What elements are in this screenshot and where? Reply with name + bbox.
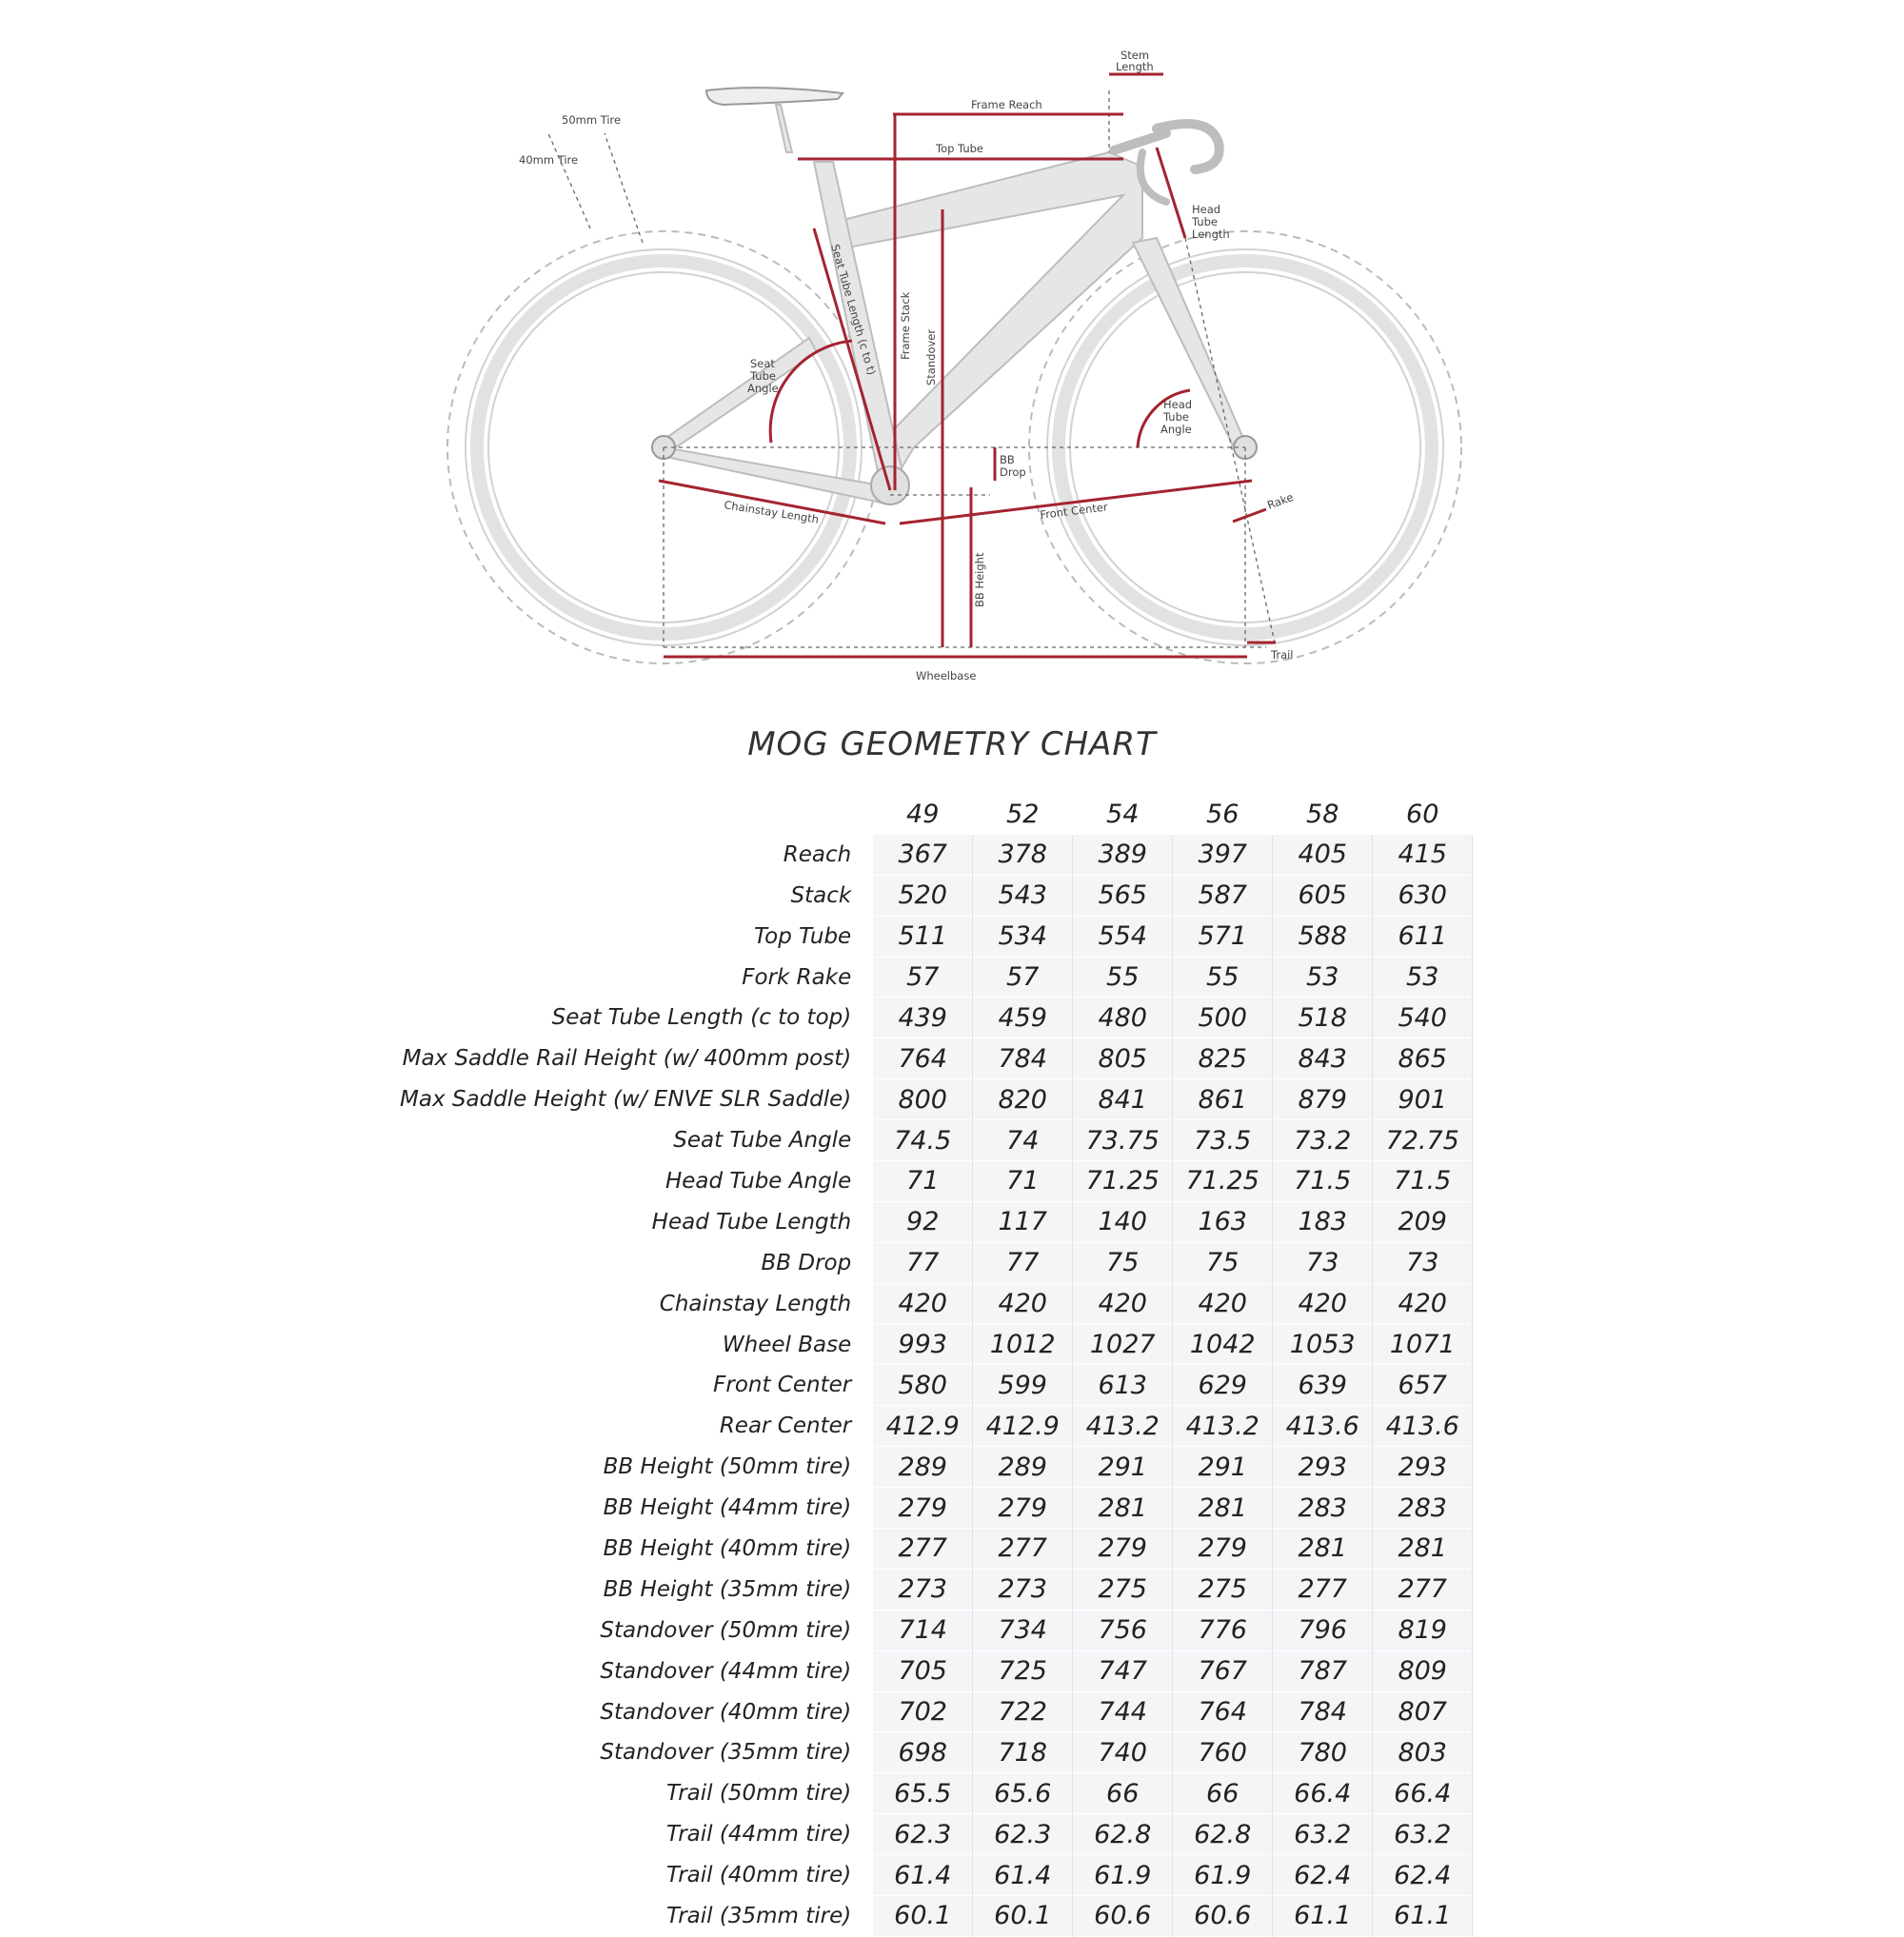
table-cell: 277 — [1273, 1569, 1373, 1610]
label-50mm-tire: 50mm Tire — [562, 113, 622, 127]
table-cell: 57 — [873, 957, 973, 998]
table-cell: 293 — [1373, 1447, 1473, 1488]
table-cell: 71.5 — [1373, 1161, 1473, 1202]
table-cell: 73 — [1373, 1242, 1473, 1283]
table-cell: 65.6 — [973, 1773, 1073, 1814]
table-cell: 819 — [1373, 1610, 1473, 1650]
table-cell: 60.1 — [873, 1896, 973, 1937]
table-cell: 796 — [1273, 1610, 1373, 1650]
table-row — [400, 1201, 1473, 1242]
table-cell: 861 — [1173, 1079, 1273, 1120]
table-row — [400, 1406, 1473, 1447]
table-cell: 605 — [1273, 875, 1373, 916]
label-frame-stack: Frame Stack — [899, 291, 912, 360]
table-row — [400, 1773, 1473, 1814]
table-cell: 767 — [1173, 1650, 1273, 1691]
label-trail: Trail — [1271, 648, 1294, 662]
table-cell: 53 — [1373, 957, 1473, 998]
table-cell: 62.3 — [873, 1814, 973, 1855]
table-cell: 1053 — [1273, 1324, 1373, 1365]
label-head-tube-angle: Head — [1163, 398, 1193, 411]
table-cell: 756 — [1073, 1610, 1173, 1650]
table-cell: 73.5 — [1173, 1120, 1273, 1161]
label-bb-height: BB Height — [973, 552, 986, 607]
table-cell: 71 — [873, 1161, 973, 1202]
table-cell: 784 — [973, 1038, 1073, 1079]
table-cell: 281 — [1373, 1529, 1473, 1570]
table-cell: 639 — [1273, 1365, 1373, 1406]
saddle — [706, 88, 843, 105]
table-cell: 630 — [1373, 875, 1473, 916]
table-cell: 744 — [1073, 1691, 1173, 1732]
table-cell: 61.9 — [1173, 1855, 1273, 1896]
table-cell: 420 — [873, 1283, 973, 1324]
table-cell: 734 — [973, 1610, 1073, 1650]
table-cell: 291 — [1073, 1447, 1173, 1488]
table-cell: 760 — [1173, 1732, 1273, 1773]
table-cell: 65.5 — [873, 1773, 973, 1814]
table-cell: 714 — [873, 1610, 973, 1650]
table-row — [400, 1569, 1473, 1610]
table-cell: 518 — [1273, 998, 1373, 1038]
table-cell: 1012 — [973, 1324, 1073, 1365]
table-cell: 117 — [973, 1201, 1073, 1242]
label-seat-tube-angle-3: Angle — [747, 382, 779, 395]
table-cell: 273 — [873, 1569, 973, 1610]
table-row — [400, 1120, 1473, 1161]
table-row — [400, 1161, 1473, 1202]
label-40mm-tire: 40mm Tire — [519, 153, 579, 167]
label-front-center: Front Center — [1039, 500, 1109, 522]
table-row — [400, 1855, 1473, 1896]
label-head-tube-angle-3: Angle — [1160, 423, 1192, 436]
table-cell: 1027 — [1073, 1324, 1173, 1365]
table-row — [400, 1242, 1473, 1283]
table-cell: 72.75 — [1373, 1120, 1473, 1161]
table-cell: 805 — [1073, 1038, 1173, 1079]
row-label: Max Saddle Height (w/ ENVE SLR Saddle) — [400, 1087, 852, 1113]
table-cell: 62.8 — [1173, 1814, 1273, 1855]
table-row — [400, 957, 1473, 998]
table-cell: 281 — [1173, 1488, 1273, 1529]
table-cell: 420 — [1373, 1283, 1473, 1324]
row-label: Stack — [790, 882, 852, 908]
size-header: 56 — [1206, 800, 1240, 830]
row-label: Seat Tube Length (c to top) — [551, 1005, 852, 1031]
table-cell: 843 — [1273, 1038, 1373, 1079]
table-cell: 807 — [1373, 1691, 1473, 1732]
table-cell: 62.8 — [1073, 1814, 1173, 1855]
table-cell: 71.25 — [1073, 1161, 1173, 1202]
table-cell: 705 — [873, 1650, 973, 1691]
table-cell: 283 — [1373, 1488, 1473, 1529]
table-cell: 611 — [1373, 916, 1473, 957]
table-cell: 459 — [973, 998, 1073, 1038]
table-cell: 511 — [873, 916, 973, 957]
table-cell: 993 — [873, 1324, 973, 1365]
label-seat-tube-angle-2: Tube — [750, 369, 776, 383]
table-cell: 279 — [973, 1488, 1073, 1529]
label-bb-drop: BB — [1000, 453, 1015, 466]
table-cell: 534 — [973, 916, 1073, 957]
row-label: Reach — [783, 841, 852, 867]
row-label: Trail (50mm tire) — [665, 1781, 852, 1807]
row-label: Head Tube Angle — [664, 1168, 852, 1194]
table-cell: 55 — [1173, 957, 1273, 998]
geometry-table — [400, 795, 1473, 1937]
row-label: BB Drop — [761, 1250, 852, 1275]
table-cell: 413.2 — [1173, 1406, 1273, 1447]
row-label: BB Height (44mm tire) — [603, 1495, 852, 1521]
table-cell: 718 — [973, 1732, 1073, 1773]
table-cell: 61.1 — [1273, 1896, 1373, 1937]
table-row — [400, 875, 1473, 916]
row-label: Standover (40mm tire) — [600, 1699, 852, 1725]
table-row — [400, 1814, 1473, 1855]
table-cell: 71.5 — [1273, 1161, 1373, 1202]
table-cell: 53 — [1273, 957, 1373, 998]
table-cell: 289 — [873, 1447, 973, 1488]
table-cell: 62.4 — [1273, 1855, 1373, 1896]
table-cell: 63.2 — [1273, 1814, 1373, 1855]
header-spacer — [400, 795, 873, 835]
table-row — [400, 1447, 1473, 1488]
row-label: Fork Rake — [742, 964, 852, 990]
bike-geometry-diagram — [0, 0, 1904, 704]
table-cell: 901 — [1373, 1079, 1473, 1120]
table-cell: 784 — [1273, 1691, 1373, 1732]
table-cell: 163 — [1173, 1201, 1273, 1242]
row-label: Rear Center — [719, 1413, 852, 1439]
table-cell: 420 — [973, 1283, 1073, 1324]
row-label: Trail (35mm tire) — [665, 1903, 852, 1928]
table-cell: 77 — [873, 1242, 973, 1283]
table-cell: 275 — [1073, 1569, 1173, 1610]
label-seat-tube-angle: Seat — [750, 357, 775, 370]
table-cell: 787 — [1273, 1650, 1373, 1691]
table-cell: 71.25 — [1173, 1161, 1273, 1202]
size-header: 58 — [1306, 800, 1339, 830]
table-cell: 75 — [1173, 1242, 1273, 1283]
diagram-labels — [519, 49, 1295, 682]
table-row — [400, 1283, 1473, 1324]
table-cell: 865 — [1373, 1038, 1473, 1079]
table-cell: 60.6 — [1073, 1896, 1173, 1937]
table-cell: 55 — [1073, 957, 1173, 998]
label-wheelbase: Wheelbase — [916, 669, 977, 682]
table-cell: 73.2 — [1273, 1120, 1373, 1161]
table-cell: 405 — [1273, 835, 1373, 875]
table-cell: 291 — [1173, 1447, 1273, 1488]
table-cell: 420 — [1173, 1283, 1273, 1324]
table-cell: 825 — [1173, 1038, 1273, 1079]
label-standover: Standover — [924, 328, 938, 385]
label-seat-tube-length: Seat Tube Length (c to t) — [828, 242, 879, 377]
table-cell: 803 — [1373, 1732, 1473, 1773]
table-row — [400, 1610, 1473, 1650]
table-cell: 413.6 — [1273, 1406, 1373, 1447]
row-label: Standover (50mm tire) — [600, 1617, 852, 1643]
label-head-tube-length: Head — [1192, 203, 1221, 216]
table-cell: 281 — [1273, 1529, 1373, 1570]
table-row — [400, 835, 1473, 875]
table-row — [400, 1650, 1473, 1691]
table-cell: 879 — [1273, 1079, 1373, 1120]
table-cell: 60.1 — [973, 1896, 1073, 1937]
table-cell: 722 — [973, 1691, 1073, 1732]
table-cell: 279 — [1073, 1529, 1173, 1570]
row-label: Chainstay Length — [659, 1291, 852, 1316]
table-cell: 63.2 — [1373, 1814, 1473, 1855]
table-row — [400, 1365, 1473, 1406]
table-cell: 540 — [1373, 998, 1473, 1038]
table-cell: 281 — [1073, 1488, 1173, 1529]
label-rake: Rake — [1265, 490, 1296, 512]
row-label: Trail (44mm tire) — [665, 1822, 852, 1848]
table-cell: 776 — [1173, 1610, 1273, 1650]
row-label: Max Saddle Rail Height (w/ 400mm post) — [402, 1046, 852, 1072]
label-top-tube: Top Tube — [936, 142, 984, 155]
row-label: Seat Tube Angle — [673, 1128, 852, 1154]
table-cell: 412.9 — [873, 1406, 973, 1447]
row-label: Trail (40mm tire) — [665, 1863, 852, 1888]
bike-frame — [664, 105, 1247, 504]
table-cell: 543 — [973, 875, 1073, 916]
table-cell: 378 — [973, 835, 1073, 875]
table-cell: 367 — [873, 835, 973, 875]
table-cell: 841 — [1073, 1079, 1173, 1120]
size-header: 54 — [1106, 800, 1140, 830]
table-cell: 62.4 — [1373, 1855, 1473, 1896]
table-cell: 587 — [1173, 875, 1273, 916]
row-label: BB Height (40mm tire) — [603, 1535, 852, 1561]
table-cell: 275 — [1173, 1569, 1273, 1610]
table-row — [400, 916, 1473, 957]
table-cell: 580 — [873, 1365, 973, 1406]
table-cell: 800 — [873, 1079, 973, 1120]
table-cell: 61.9 — [1073, 1855, 1173, 1896]
table-cell: 293 — [1273, 1447, 1373, 1488]
table-cell: 60.6 — [1173, 1896, 1273, 1937]
row-label: BB Height (50mm tire) — [603, 1454, 852, 1480]
table-cell: 74 — [973, 1120, 1073, 1161]
table-cell: 747 — [1073, 1650, 1173, 1691]
table-cell: 740 — [1073, 1732, 1173, 1773]
table-cell: 277 — [973, 1529, 1073, 1570]
table-cell: 413.6 — [1373, 1406, 1473, 1447]
label-stem-length: Stem — [1121, 49, 1150, 62]
table-cell: 66 — [1173, 1773, 1273, 1814]
table-row — [400, 1732, 1473, 1773]
table-cell: 73 — [1273, 1242, 1373, 1283]
table-cell: 1071 — [1373, 1324, 1473, 1365]
table-row — [400, 1529, 1473, 1570]
table-cell: 565 — [1073, 875, 1173, 916]
label-bb-drop-2: Drop — [1000, 465, 1026, 479]
table-cell: 397 — [1173, 835, 1273, 875]
size-header: 49 — [906, 800, 940, 830]
table-cell: 588 — [1273, 916, 1373, 957]
table-cell: 61.4 — [973, 1855, 1073, 1896]
table-cell: 279 — [1173, 1529, 1273, 1570]
table-cell: 415 — [1373, 835, 1473, 875]
table-cell: 571 — [1173, 916, 1273, 957]
table-cell: 764 — [873, 1038, 973, 1079]
table-cell: 61.1 — [1373, 1896, 1473, 1937]
size-header-row — [400, 795, 1473, 835]
table-cell: 277 — [1373, 1569, 1473, 1610]
table-cell: 1042 — [1173, 1324, 1273, 1365]
table-cell: 413.2 — [1073, 1406, 1173, 1447]
label-chainstay-length: Chainstay Length — [723, 498, 821, 526]
table-cell: 389 — [1073, 835, 1173, 875]
row-label: Standover (44mm tire) — [600, 1658, 852, 1684]
table-cell: 420 — [1073, 1283, 1173, 1324]
table-cell: 599 — [973, 1365, 1073, 1406]
label-stem-length-2: Length — [1116, 60, 1154, 73]
table-cell: 61.4 — [873, 1855, 973, 1896]
row-label: Wheel Base — [722, 1332, 852, 1357]
table-row — [400, 1488, 1473, 1529]
table-cell: 273 — [973, 1569, 1073, 1610]
table-cell: 77 — [973, 1242, 1073, 1283]
table-cell: 809 — [1373, 1650, 1473, 1691]
table-cell: 657 — [1373, 1365, 1473, 1406]
row-label: Standover (35mm tire) — [600, 1740, 852, 1766]
table-cell: 283 — [1273, 1488, 1373, 1529]
geometry-table-body — [400, 835, 1473, 1937]
table-cell: 780 — [1273, 1732, 1373, 1773]
table-cell: 480 — [1073, 998, 1173, 1038]
table-cell: 289 — [973, 1447, 1073, 1488]
table-cell: 820 — [973, 1079, 1073, 1120]
row-label: Top Tube — [753, 923, 852, 949]
row-label: BB Height (35mm tire) — [603, 1576, 852, 1602]
table-cell: 520 — [873, 875, 973, 916]
table-cell: 279 — [873, 1488, 973, 1529]
table-cell: 725 — [973, 1650, 1073, 1691]
table-cell: 554 — [1073, 916, 1173, 957]
table-cell: 62.3 — [973, 1814, 1073, 1855]
size-header: 60 — [1406, 800, 1439, 830]
table-row — [400, 1079, 1473, 1120]
chart-title: MOG GEOMETRY CHART — [747, 725, 1157, 763]
table-cell: 66.4 — [1273, 1773, 1373, 1814]
table-cell: 209 — [1373, 1201, 1473, 1242]
table-cell: 57 — [973, 957, 1073, 998]
table-cell: 764 — [1173, 1691, 1273, 1732]
row-label: Front Center — [713, 1373, 852, 1398]
table-cell: 698 — [873, 1732, 973, 1773]
table-cell: 66.4 — [1373, 1773, 1473, 1814]
label-head-tube-angle-2: Tube — [1163, 410, 1189, 424]
table-cell: 74.5 — [873, 1120, 973, 1161]
row-label: Head Tube Length — [651, 1209, 852, 1235]
table-row — [400, 998, 1473, 1038]
table-cell: 613 — [1073, 1365, 1173, 1406]
table-cell: 73.75 — [1073, 1120, 1173, 1161]
table-cell: 140 — [1073, 1201, 1173, 1242]
table-cell: 71 — [973, 1161, 1073, 1202]
table-cell: 702 — [873, 1691, 973, 1732]
table-cell: 92 — [873, 1201, 973, 1242]
table-cell: 420 — [1273, 1283, 1373, 1324]
table-cell: 412.9 — [973, 1406, 1073, 1447]
table-cell: 66 — [1073, 1773, 1173, 1814]
table-row — [400, 1896, 1473, 1937]
label-frame-reach: Frame Reach — [971, 98, 1042, 111]
label-head-tube-length-3: Length — [1192, 227, 1230, 241]
table-row — [400, 1691, 1473, 1732]
table-cell: 75 — [1073, 1242, 1173, 1283]
table-cell: 439 — [873, 998, 973, 1038]
table-cell: 500 — [1173, 998, 1273, 1038]
table-cell: 277 — [873, 1529, 973, 1570]
table-row — [400, 1038, 1473, 1079]
table-row — [400, 1324, 1473, 1365]
size-header: 52 — [1006, 800, 1040, 830]
table-cell: 183 — [1273, 1201, 1373, 1242]
label-head-tube-length-2: Tube — [1192, 215, 1218, 228]
table-cell: 629 — [1173, 1365, 1273, 1406]
